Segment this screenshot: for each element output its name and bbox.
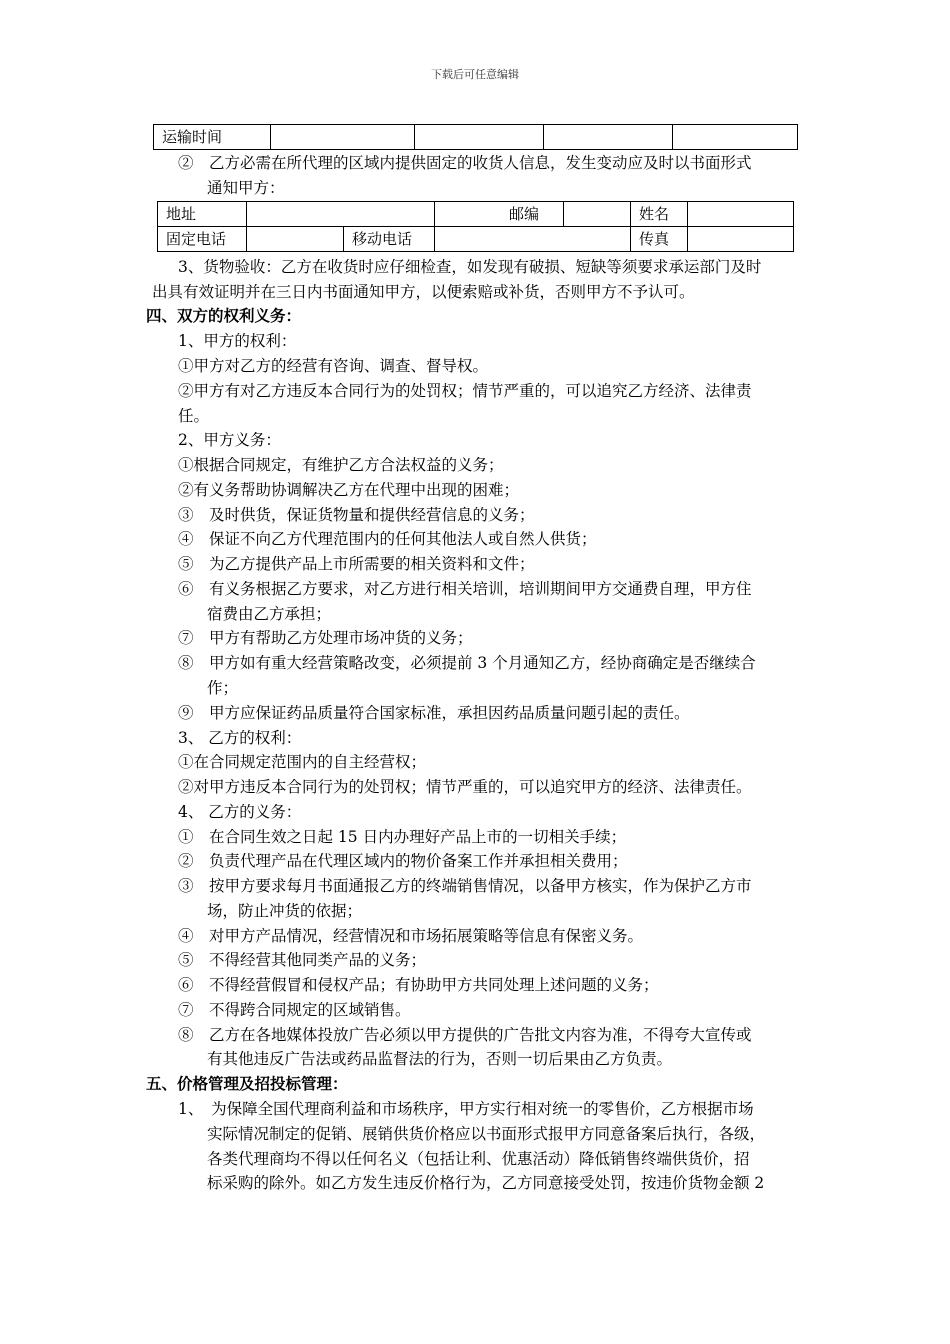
list-item: ①在合同规定范围内的自主经营权； xyxy=(178,753,427,771)
list-item: 场，防止冲货的依据； xyxy=(207,902,363,920)
list-item: ⑦ 甲方有帮助乙方处理市场冲货的义务； xyxy=(178,629,473,647)
list-item: 作； xyxy=(207,679,239,697)
table-cell xyxy=(271,125,415,150)
transport-time-table xyxy=(153,124,798,150)
list-item: 各类代理商均不得以任何名义（包括让利、优惠活动）降低销售终端供货价，招 xyxy=(207,1150,750,1168)
paragraph-line: 3、货物验收：乙方在收货时应仔细检查，如发现有破损、短缺等须要求承运部门及时 xyxy=(178,258,762,276)
table-cell xyxy=(247,202,435,227)
list-item: ④ 对甲方产品情况，经营情况和市场拓展策略等信息有保密义务。 xyxy=(178,927,644,945)
paragraph-line: ② 乙方必需在所代理的区域内提供固定的收货人信息，发生变动应及时以书面形式 xyxy=(178,154,752,172)
table-cell xyxy=(247,227,344,252)
list-item: ③ 及时供货，保证货物量和提供经营信息的义务； xyxy=(178,506,535,524)
section-heading: 五、价格管理及招投标管理： xyxy=(146,1074,348,1093)
list-item: 1、 为保障全国代理商利益和市场秩序，甲方实行相对统一的零售价，乙方根据市场 xyxy=(178,1100,754,1118)
page-header: 下载后可任意编辑 xyxy=(431,68,519,81)
list-item: ⑥ 不得经营假冒和侵权产品；有协助甲方共同处理上述问题的义务； xyxy=(178,976,659,994)
fax-label: 传真 xyxy=(631,227,688,252)
list-item: 有其他违反广告法或药品监督法的行为，否则一切后果由乙方负责。 xyxy=(207,1050,673,1068)
list-item: ⑦ 不得跨合同规定的区域销售。 xyxy=(178,1001,411,1019)
table-cell xyxy=(544,125,673,150)
table-cell xyxy=(673,125,798,150)
table-cell xyxy=(688,227,794,252)
sub-heading: 2、甲方义务： xyxy=(178,431,281,449)
section-heading: 四、双方的权利义务： xyxy=(146,306,302,325)
list-item: ⑥ 有义务根据乙方要求，对乙方进行相关培训，培训期间甲方交通费自理，甲方住 xyxy=(178,580,752,598)
list-item: 实际情况制定的促销、展销供货价格应以书面形式报甲方同意备案后执行，各级， xyxy=(207,1125,766,1143)
sub-heading: 1、甲方的权利： xyxy=(178,332,297,350)
list-item: ⑧ 甲方如有重大经营策略改变，必须提前 3 个月通知乙方，经协商确定是否继续合 xyxy=(178,654,756,672)
transport-time-label: 运输时间 xyxy=(154,125,271,150)
table-cell xyxy=(435,227,631,252)
list-item: ⑧ 乙方在各地媒体投放广告必须以甲方提供的广告批文内容为准，不得夸大宣传或 xyxy=(178,1026,752,1044)
list-item: ⑨ 甲方应保证药品质量符合国家标准，承担因药品质量问题引起的责任。 xyxy=(178,704,690,722)
list-item: 任。 xyxy=(178,407,210,425)
list-item: ③ 按甲方要求每月书面通报乙方的终端销售情况，以备甲方核实，作为保护乙方市 xyxy=(178,877,752,895)
paragraph-line: 通知甲方： xyxy=(207,179,285,197)
table-cell xyxy=(564,202,631,227)
address-label: 地址 xyxy=(158,202,247,227)
consignee-info-table xyxy=(157,201,794,252)
list-item: ①甲方对乙方的经营有咨询、调查、督导权。 xyxy=(178,357,489,375)
list-item: ② 负责代理产品在代理区域内的物价备案工作并承担相关费用； xyxy=(178,852,628,870)
table-cell xyxy=(415,125,544,150)
sub-heading: 3、 乙方的权利： xyxy=(178,729,302,747)
list-item: ①根据合同规定，有维护乙方合法权益的义务； xyxy=(178,456,504,474)
paragraph-line: 出具有效证明并在三日内书面通知甲方，以便索赔或补货，否则甲方不予认可。 xyxy=(152,283,695,301)
list-item: ⑤ 不得经营其他同类产品的义务； xyxy=(178,951,427,969)
sub-heading: 4、 乙方的义务： xyxy=(178,803,302,821)
list-item: ④ 保证不向乙方代理范围内的任何其他法人或自然人供货； xyxy=(178,530,597,548)
list-item: ②对甲方违反本合同行为的处罚权；情节严重的，可以追究甲方的经济、法律责任。 xyxy=(178,778,752,796)
table-cell xyxy=(688,202,794,227)
phone-label: 固定电话 xyxy=(158,227,247,252)
list-item: ⑤ 为乙方提供产品上市所需要的相关资料和文件； xyxy=(178,555,535,573)
postcode-label: 邮编 xyxy=(435,202,564,227)
list-item: ②甲方有对乙方违反本合同行为的处罚权；情节严重的，可以追究乙方经济、法律责 xyxy=(178,382,752,400)
mobile-label: 移动电话 xyxy=(344,227,435,252)
name-label: 姓名 xyxy=(631,202,688,227)
list-item: 宿费由乙方承担； xyxy=(207,605,332,623)
list-item: ②有义务帮助协调解决乙方在代理中出现的困难； xyxy=(178,481,520,499)
list-item: 标采购的除外。如乙方发生违反价格行为，乙方同意接受处罚，按违价货物金额 2 xyxy=(207,1174,765,1192)
list-item: ① 在合同生效之日起 15 日内办理好产品上市的一切相关手续； xyxy=(178,828,627,846)
